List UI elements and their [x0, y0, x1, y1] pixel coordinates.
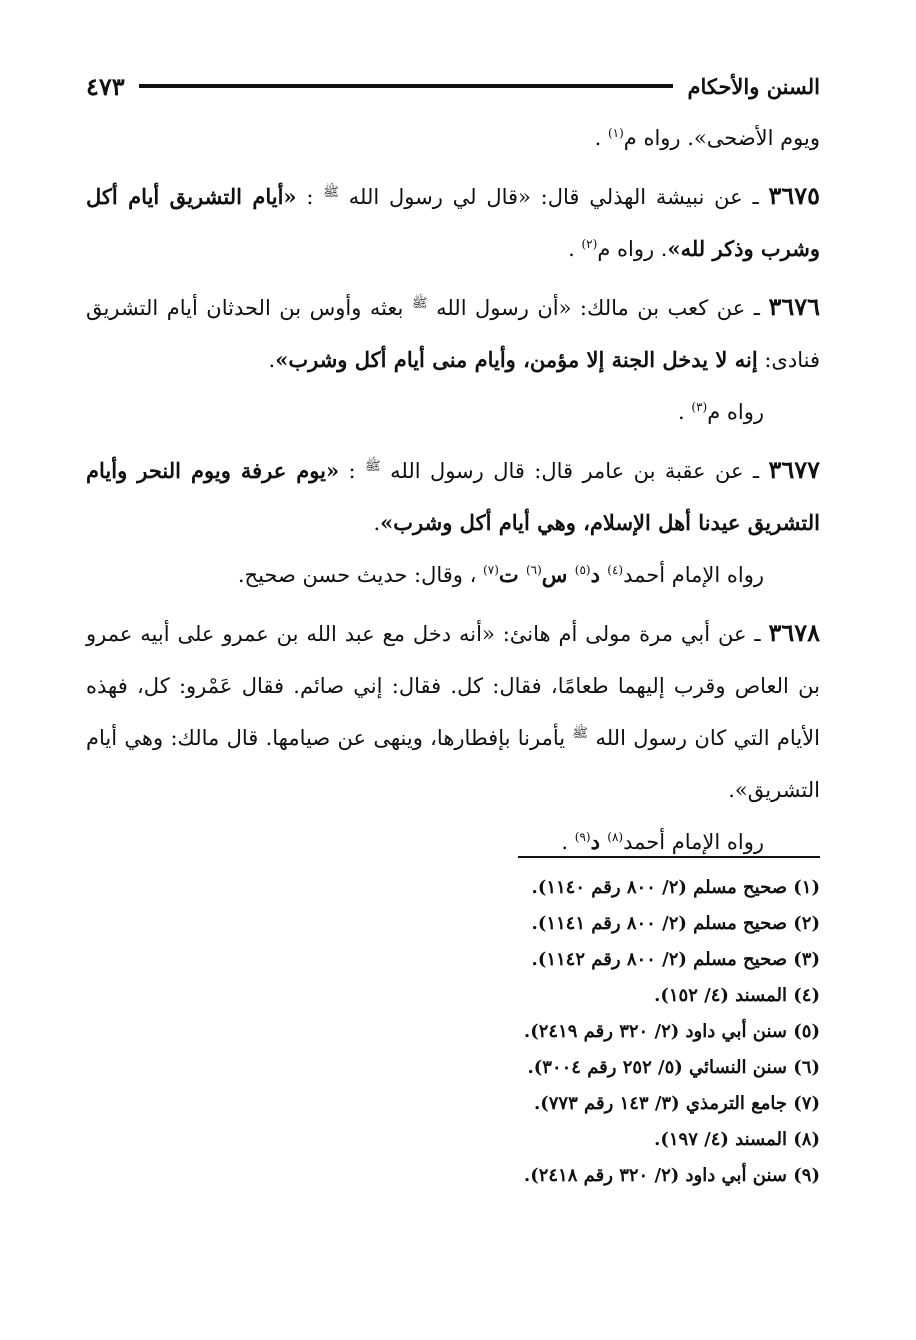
salutation-glyph: ﷺ — [365, 459, 381, 474]
footnote-ref: (٤) — [607, 563, 624, 577]
footnote: (٦) سنن النسائي (٥/ ٢٥٢ رقم ٣٠٠٤). — [527, 1057, 820, 1078]
hadith-quote: إنه لا يدخل الجنة إلا مؤمن، وأيام منى أيام أكل وشرب» — [275, 347, 758, 372]
footnote: (٩) سنن أبي داود (٢/ ٣٢٠ رقم ٢٤١٨). — [523, 1165, 820, 1186]
footnote: (٨) المسند (٤/ ١٩٧). — [654, 1129, 820, 1150]
footnote: (٧) جامع الترمذي (٣/ ١٤٣ رقم ٧٧٣). — [533, 1093, 820, 1114]
riwaya-line: رواه م$^{(٣)}$ . — [678, 400, 764, 424]
header-rule — [139, 84, 674, 88]
riwaya-line: رواه الإمام أحمد$^{(٨)}$ د$^{(٩)}$ . — [561, 829, 764, 854]
footnote-ref: (١) — [607, 126, 624, 140]
salutation-glyph: ﷺ — [411, 296, 428, 311]
running-title: السنن والأحكام — [687, 73, 820, 99]
hadith-number: ٣٦٧٥ — [768, 181, 820, 210]
hadith-quote: «يوم عرفة ويوم النحر وأيام التشريق عيدنا أهل الإسلام، وهي أيام أكل وشرب» — [86, 458, 820, 535]
footnote-ref: (٣) — [691, 400, 708, 414]
footnote: (١) صحيح مسلم (٢/ ٨٠٠ رقم ١١٤٠). — [531, 877, 820, 898]
footnote-separator — [518, 856, 820, 858]
hadith-number: ٣٦٧٧ — [768, 455, 820, 484]
footnote-ref: (٨) — [607, 830, 624, 844]
main-text — [86, 112, 820, 868]
intro-text: ويوم الأضحى». رواه م — [623, 126, 820, 150]
hadith-3677: ٣٦٧٧ ـ عن عقبة بن عامر قال: قال رسول الله $^ﷺ$ : «يوم عرفة ويوم النحر وأيام التشريق عيدنا أهل الإسلام، وهي أيام أكل وشرب». — [86, 455, 820, 535]
hadith-3675: ٣٦٧٥ ـ عن نبيشة الهذلي قال: «قال لي رسول الله $^ﷺ$ : «أيام التشريق أيام أكل وشرب وذكر لله». رواه م$^{(٢)}$ . — [86, 181, 820, 261]
footnote-ref: (٩) — [574, 830, 591, 844]
salutation-glyph: ﷺ — [572, 726, 589, 741]
footnotes — [86, 870, 820, 1194]
footnote-ref: (٥) — [574, 563, 591, 577]
footnote: (٢) صحيح مسلم (٢/ ٨٠٠ رقم ١١٤١). — [531, 913, 820, 934]
footnote: (٣) صحيح مسلم (٢/ ٨٠٠ رقم ١١٤٢). — [531, 949, 820, 970]
hadith-quote: «أيام التشريق أيام أكل وشرب وذكر لله» — [86, 184, 820, 261]
hadith-3676: ٣٦٧٦ ـ عن كعب بن مالك: «أن رسول الله $^ﷺ$ بعثه وأوس بن الحدثان أيام التشريق فنادى: إنه لا يدخل الجنة إلا مؤمن، وأيام منى أيام أكل وشرب». — [86, 292, 820, 372]
intro-continuation: ويوم الأضحى». رواه م$^{(١)}$ . — [594, 126, 820, 150]
hadith-number: ٣٦٧٦ — [768, 292, 820, 321]
footnote: (٤) المسند (٤/ ١٥٢). — [654, 985, 820, 1006]
page-header — [86, 66, 820, 106]
page-number: ٤٧٣ — [86, 71, 125, 101]
footnote-ref: (٧) — [483, 563, 499, 577]
footnote: (٥) سنن أبي داود (٢/ ٣٢٠ رقم ٢٤١٩). — [523, 1021, 820, 1042]
hadith-number: ٣٦٧٨ — [768, 618, 820, 647]
hadith-3678: ٣٦٧٨ ـ عن أبي مرة مولى أم هانئ: «أنه دخل مع عبد الله بن عمرو على أبيه عمرو بن العاص وقرب إليهما طعامًا، فقال: كل. فقال: إني صائم. فقال عَمْرو: كل، فهذه الأيام التي كان رسول الله $^ﷺ$ يأمرنا بإفطارها، وينهى عن صيامها. قال مالك: وهي أيام التشريق». — [86, 618, 820, 802]
footnote-ref: (٢) — [581, 237, 598, 251]
salutation-glyph: ﷺ — [323, 185, 339, 200]
riwaya-line: رواه الإمام أحمد$^{(٤)}$ د$^{(٥)}$ س$^{(٦)}$ ت$^{(٧)}$ ، وقال: حديث حسن صحيح. — [237, 562, 764, 587]
footnote-ref: (٦) — [525, 563, 542, 577]
